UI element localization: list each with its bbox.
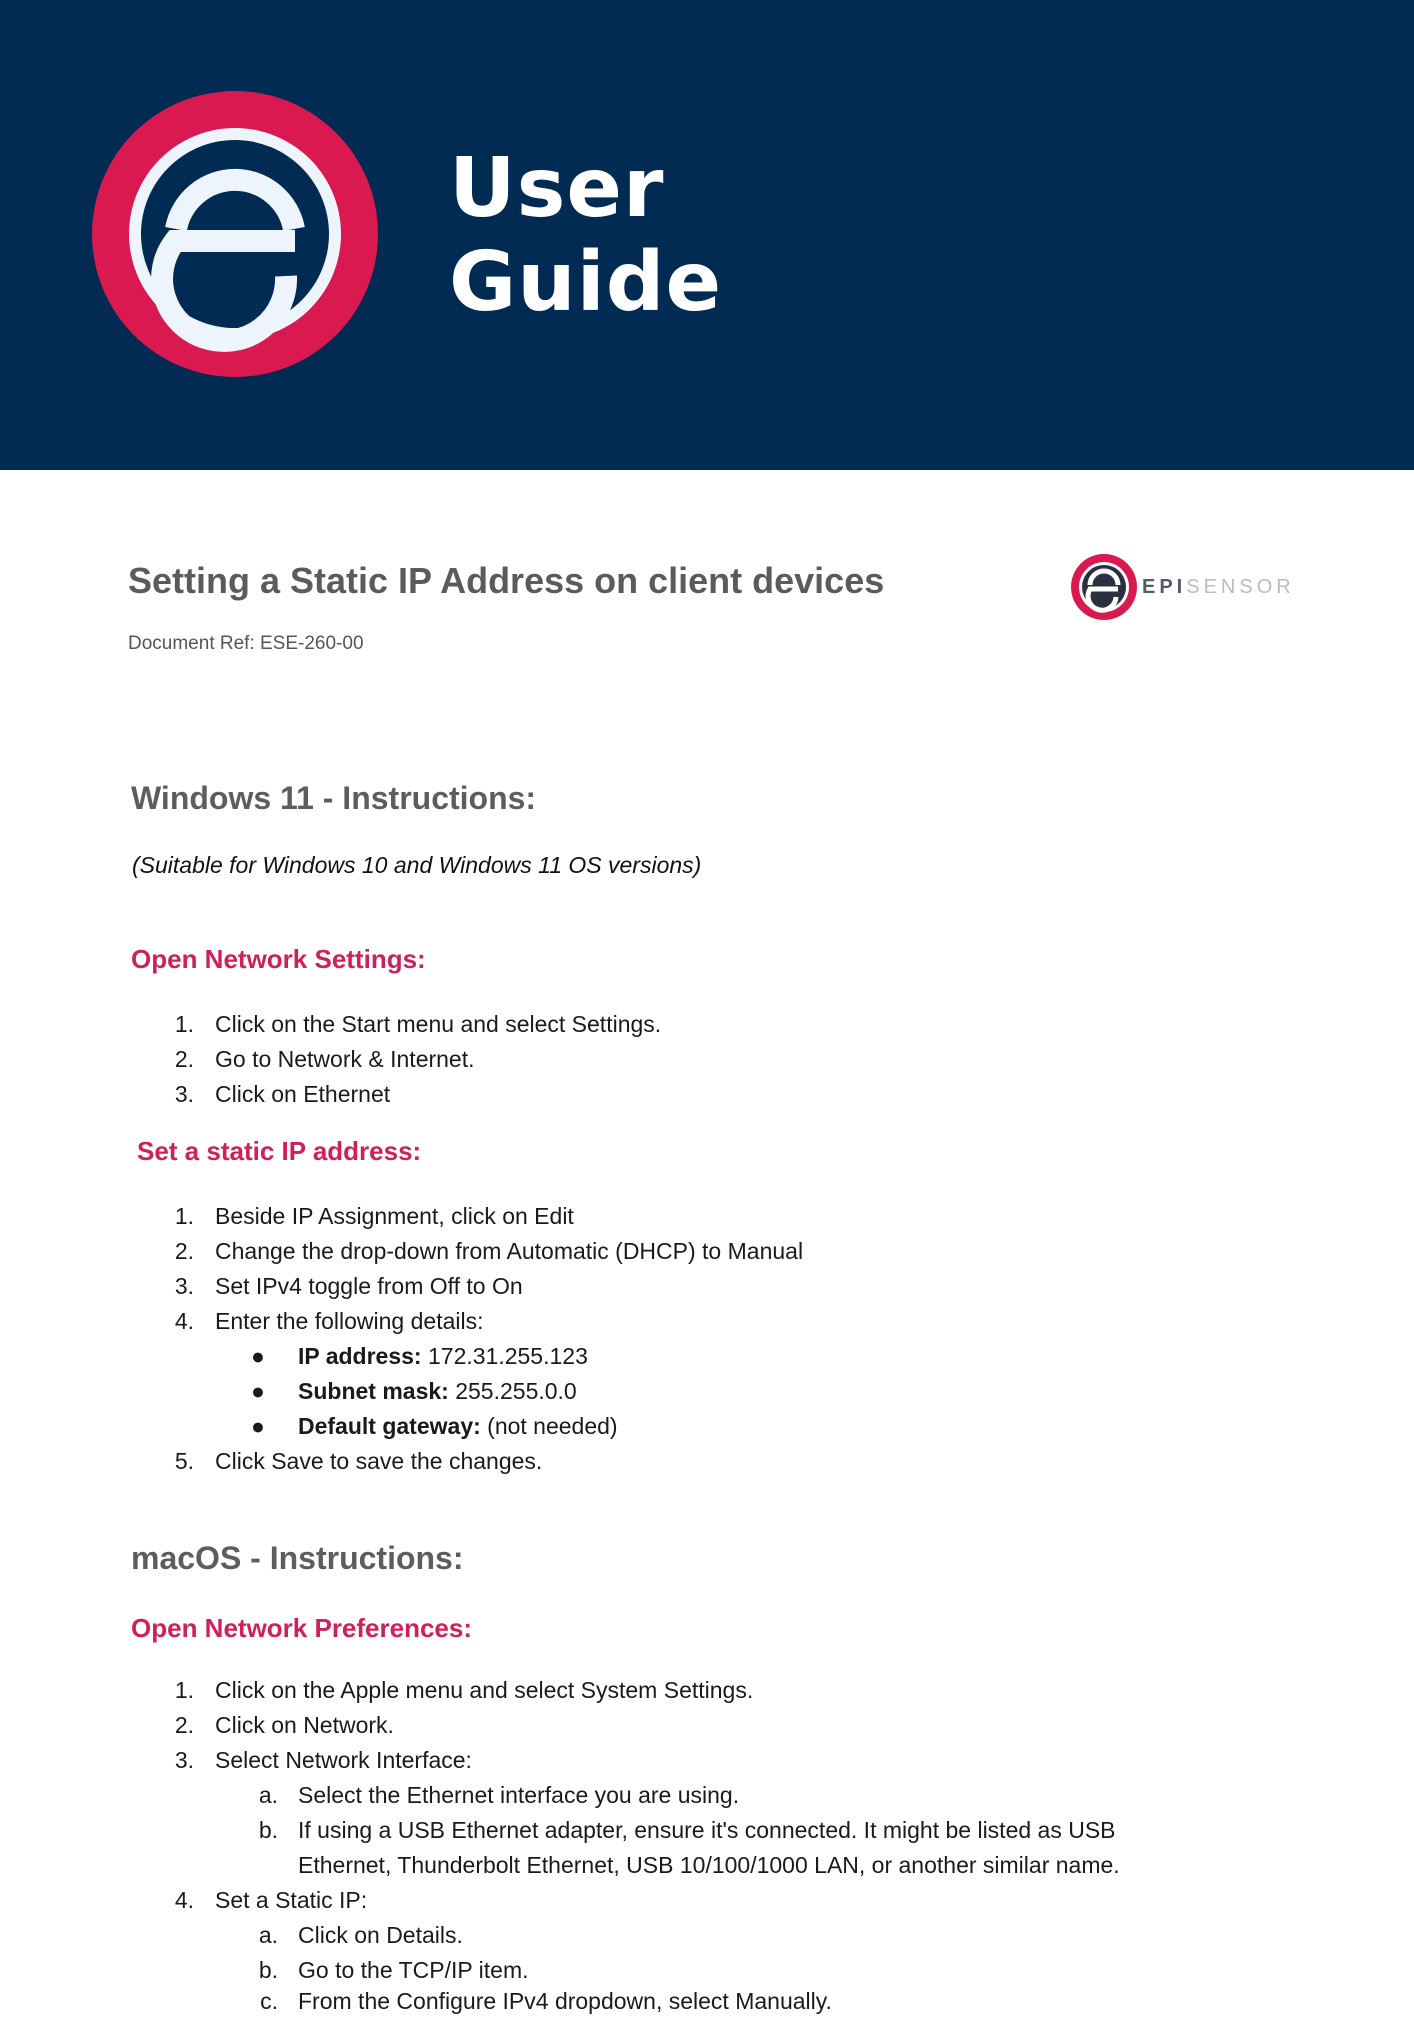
sub-list-letter: a. bbox=[258, 1782, 278, 1808]
document-title: Setting a Static IP Address on client devices bbox=[128, 560, 885, 601]
bullet-icon: ● bbox=[251, 1343, 265, 1369]
list-item-number: 3. bbox=[174, 1081, 194, 1107]
open-network-settings-heading: Open Network Settings: bbox=[131, 944, 426, 974]
list-item-number: 2. bbox=[174, 1046, 194, 1072]
bullet-icon: ● bbox=[251, 1413, 265, 1439]
list-item-text: Set a Static IP: bbox=[215, 1887, 368, 1913]
detail-value: 255.255.0.0 bbox=[448, 1378, 577, 1404]
windows-note: (Suitable for Windows 10 and Windows 11 OS versions) bbox=[132, 852, 702, 878]
list-item-text: Click on Ethernet bbox=[215, 1081, 391, 1107]
sub-list-text: Ethernet, Thunderbolt Ethernet, USB 10/100/1000 LAN, or another similar name. bbox=[298, 1852, 1120, 1878]
list-item-text: Go to Network & Internet. bbox=[215, 1046, 475, 1072]
sub-list-text: Select the Ethernet interface you are using. bbox=[298, 1782, 740, 1808]
brand-name-sensor: SENSOR bbox=[1186, 575, 1295, 598]
brand-name-epi: EPI bbox=[1142, 575, 1187, 598]
list-item-number: 1. bbox=[174, 1203, 194, 1229]
sub-list-letter: b. bbox=[258, 1817, 278, 1843]
list-item-text: Set IPv4 toggle from Off to On bbox=[215, 1273, 523, 1299]
list-item-text: Enter the following details: bbox=[215, 1308, 484, 1334]
set-static-ip-heading: Set a static IP address: bbox=[137, 1136, 422, 1166]
sub-list-letter: a. bbox=[258, 1922, 278, 1948]
open-network-preferences-heading: Open Network Preferences: bbox=[131, 1613, 473, 1643]
sub-list-letter: c. bbox=[260, 1988, 278, 2014]
bullet-icon: ● bbox=[251, 1378, 265, 1404]
banner-title-line2: Guide bbox=[449, 235, 723, 330]
brand-logo bbox=[1070, 552, 1295, 622]
sub-list-text: From the Configure IPv4 dropdown, select Manually. bbox=[298, 1988, 832, 2014]
macos-heading: macOS - Instructions: bbox=[131, 1540, 464, 1576]
list-item-number: 4. bbox=[174, 1308, 194, 1334]
list-item-text: Select Network Interface: bbox=[215, 1747, 472, 1773]
episensor-small-logo-icon bbox=[1070, 553, 1138, 621]
list-item-number: 4. bbox=[174, 1887, 194, 1913]
banner-title-line1: User bbox=[449, 141, 665, 236]
windows-heading: Windows 11 - Instructions: bbox=[131, 780, 537, 816]
header-banner bbox=[0, 0, 1414, 470]
sub-list-text: Go to the TCP/IP item. bbox=[298, 1957, 529, 1983]
detail-value: 172.31.255.123 bbox=[421, 1343, 588, 1369]
document-ref: Document Ref: ESE-260-00 bbox=[128, 633, 364, 654]
banner-title bbox=[449, 142, 722, 330]
list-item-number: 2. bbox=[174, 1238, 194, 1264]
list-item-number: 1. bbox=[174, 1011, 194, 1037]
detail-label: IP address: bbox=[298, 1343, 422, 1369]
detail-label: Default gateway: bbox=[298, 1413, 481, 1439]
list-item-text: Click on the Apple menu and select System Settings. bbox=[215, 1677, 754, 1703]
list-item-number: 3. bbox=[174, 1747, 194, 1773]
brand-wordmark bbox=[1142, 576, 1295, 599]
list-item-text: Click Save to save the changes. bbox=[215, 1448, 543, 1474]
episensor-logo-icon bbox=[92, 91, 378, 377]
list-item-text: Change the drop-down from Automatic (DHCP) to Manual bbox=[215, 1238, 804, 1264]
list-item-number: 2. bbox=[174, 1712, 194, 1738]
list-item-number: 3. bbox=[174, 1273, 194, 1299]
list-item-text: Click on Network. bbox=[215, 1712, 394, 1738]
list-item-number: 5. bbox=[174, 1448, 194, 1474]
detail-value: (not needed) bbox=[480, 1413, 618, 1439]
sub-list-letter: b. bbox=[258, 1957, 278, 1983]
detail-label: Subnet mask: bbox=[298, 1378, 449, 1404]
list-item-text: Click on the Start menu and select Settings. bbox=[215, 1011, 662, 1037]
list-item-text: Beside IP Assignment, click on Edit bbox=[215, 1203, 574, 1229]
list-item-number: 1. bbox=[174, 1677, 194, 1703]
sub-list-text: If using a USB Ethernet adapter, ensure it's connected. It might be listed as USB bbox=[298, 1817, 1116, 1843]
sub-list-text: Click on Details. bbox=[298, 1922, 463, 1948]
